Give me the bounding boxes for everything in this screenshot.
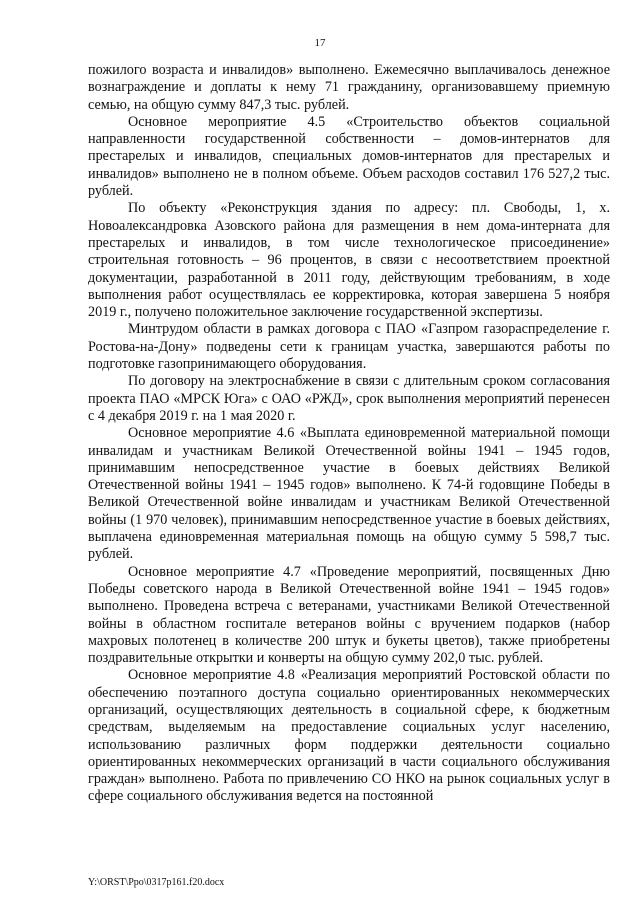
paragraph-3: По объекту «Реконструкция здания по адресу: пл. Свободы, 1, х. Новоалександровка Азовского района для размещения в нем дома-интерната для престарелых и инвалидов, в том числе технологическое присоединение» строительная готовность – 96 процентов, в связи с несоответствием проектной документации, разработанной в 2011 году, действующим требованиям, в ходе выполнения работ осуществлялась ее корректировка, которая завершена 5 ноября 2019 г., получено положительное заключение государственной экспертизы. [88,200,610,321]
footer-file-path: Y:\ORST\Ppo\0317p161.f20.docx [88,877,225,888]
paragraph-7: Основное мероприятие 4.7 «Проведение мероприятий, посвященных Дню Победы советского народа в Великой Отечественной войне 1941 – 1945 годов» выполнено. Проведена встреча с ветеранами, участниками Великой Отечественной войны в областном госпитале ветеранов войны с вручением подарков (набор махровых полотенец в количестве 200 штук и букеты цветов), также приобретены поздравительные открытки и конверты на общую сумму 202,0 тыс. рублей. [88,563,610,667]
paragraph-1: пожилого возраста и инвалидов» выполнено. Ежемесячно выплачивалось денежное вознаграждение и доплаты к нему 71 гражданину, организовавшему приемную семью, на общую сумму 847,3 тыс. рублей. [88,62,610,113]
paragraph-8: Основное мероприятие 4.8 «Реализация мероприятий Ростовской области по обеспечению поэтапного доступа социально ориентированных некоммерческих организаций, осуществляющих деятельность в социальной сфере, к бюджетным средствам, выделяемым на предоставление социальных услуг населению, использованию различных форм поддержки деятельности социально ориентированных некоммерческих организаций в части социального обслуживания граждан» выполнено. Работа по привлечению СО НКО на рынок социальных услуг в сфере социального обслуживания ведется на постоянной [88,667,610,805]
paragraph-2: Основное мероприятие 4.5 «Строительство объектов социальной направленности государственной собственности – домов-интернатов для престарелых и инвалидов, специальных домов-интернатов для престарелых и инвалидов» выполнено не в полном объеме. Объем расходов составил 176 527,2 тыс. рублей. [88,113,610,200]
page-number: 17 [314,37,326,49]
paragraph-5: По договору на электроснабжение в связи с длительным сроком согласования проекта ПАО «МРСК Юга» с ОАО «РЖД», срок выполнения мероприятий перенесен с 4 декабря 2019 г. на 1 мая 2020 г. [88,373,610,424]
paragraph-4: Минтрудом области в рамках договора с ПАО «Газпром газораспределение г. Ростова-на-Дону» подведены сети к границам участка, завершаются работы по подготовке газопринимающего оборудования. [88,321,610,373]
paragraph-6: Основное мероприятие 4.6 «Выплата единовременной материальной помощи инвалидам и участникам Великой Отечественной войны 1941 – 1945 годов, принимавшим непосредственное участие в боевых действиях Великой Отечественной войны 1941 – 1945 годов» выполнено. К 74-й годовщине Победы в Великой Отечественной войне инвалидам и участникам Великой Отечественной войны (1 970 человек), принимавшим непосредственное участие в боевых действиях, выплачена единовременная материальная помощь на общую сумму 5 598,7 тыс. рублей. [88,425,610,563]
document-body [88,62,610,806]
